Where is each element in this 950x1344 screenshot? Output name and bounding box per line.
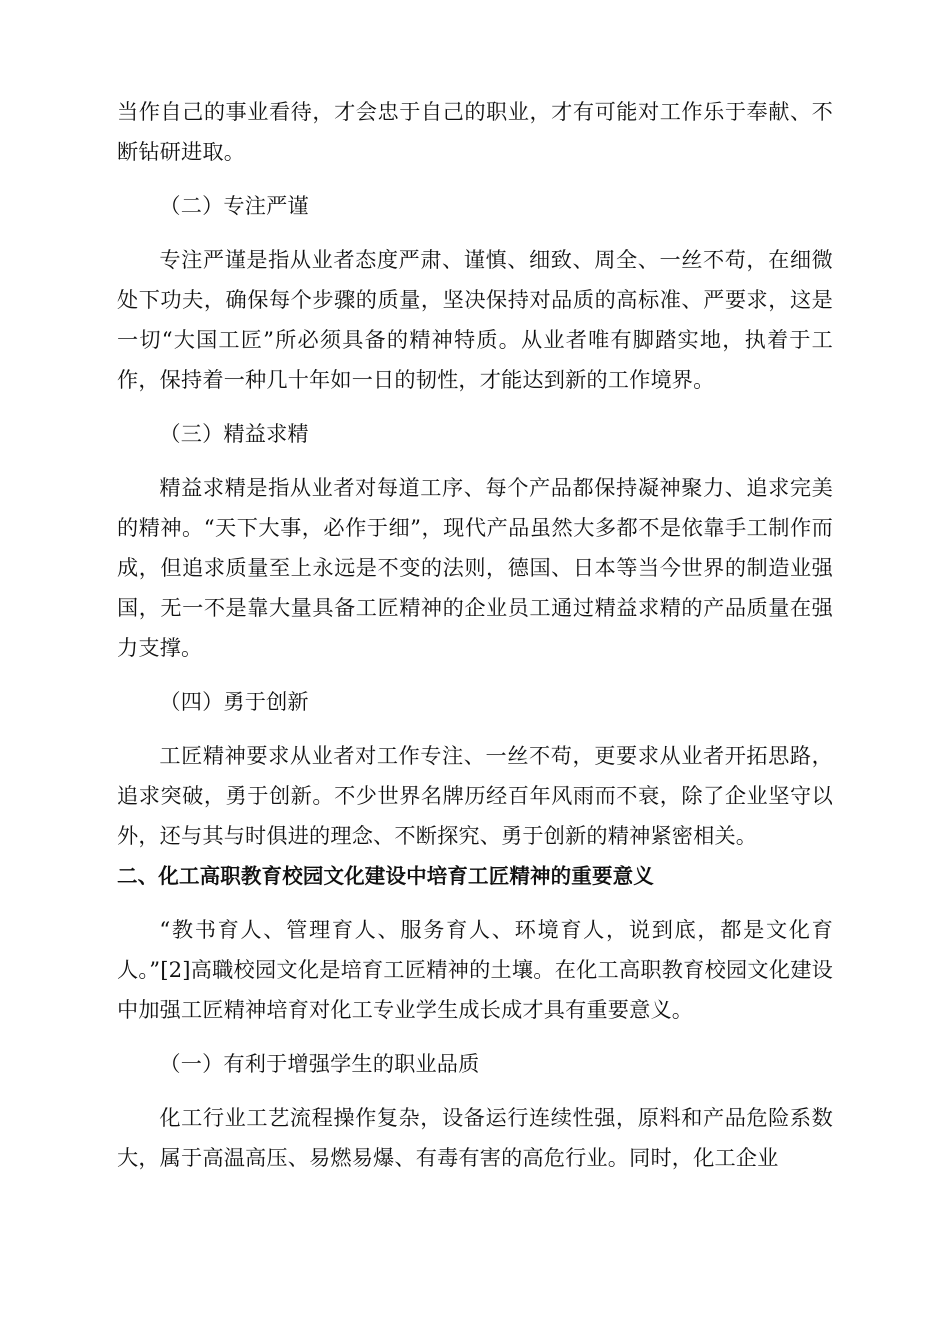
document-page: [117, 92, 833, 1178]
subheading-professional-quality: （一）有利于增强学生的职业品质: [159, 1051, 480, 1076]
section-title-significance: 二、化工高职教育校园文化建设中培育工匠精神的重要意义: [117, 864, 654, 888]
subheading-innovation: （四）勇于创新: [159, 689, 309, 714]
subheading-focus-rigor: （二）专注严谨: [159, 193, 309, 218]
paragraph-excellence: 精益求精是指从业者对每道工序、每个产品都保持凝神聚力、追求完美的精神。“天下大事，必作于细”，现代产品虽然大多都不是依靠手工制作而成，但追求质量至上永远是不变的法则，德国、日本等当今世界的制造业强国，无一不是靠大量具备工匠精神的企业员工通过精益求精的产品质量在强力支撑。: [117, 475, 833, 660]
subheading-excellence: （三）精益求精: [159, 421, 309, 446]
paragraph-significance: “教书育人、管理育人、服务育人、环境育人，说到底，都是文化育人。”[2]高職校园文化是培育工匠精神的土壤。在化工高职教育校园文化建设中加强工匠精神培育对化工专业学生成长成才具有重要意义。: [117, 917, 833, 1022]
paragraph-chemical-industry: 化工行业工艺流程操作复杂，设备运行连续性强，原料和产品危险系数大，属于高温高压、易燃易爆、有毒有害的高危行业。同时，化工企业: [117, 1105, 833, 1170]
paragraph-focus-rigor: 专注严谨是指从业者态度严肃、谨慎、细致、周全、一丝不苟，在细微处下功夫，确保每个步骤的质量，坚决保持对品质的高标准、严要求，这是一切“大国工匠”所必须具备的精神特质。从业者唯有脚踏实地，执着于工作，保持着一种几十年如一日的韧性，才能达到新的工作境界。: [117, 247, 833, 392]
paragraph-innovation: 工匠精神要求从业者对工作专注、一丝不苟，更要求从业者开拓思路，追求突破，勇于创新。不少世界名牌历经百年风雨而不衰，除了企业坚守以外，还与其与时俱进的理念、不断探究、勇于创新的精神紧密相关。: [117, 743, 833, 848]
paragraph-continuation: 当作自己的事业看待，才会忠于自己的职业，才有可能对工作乐于奉献、不断钻研进取。: [117, 99, 833, 164]
